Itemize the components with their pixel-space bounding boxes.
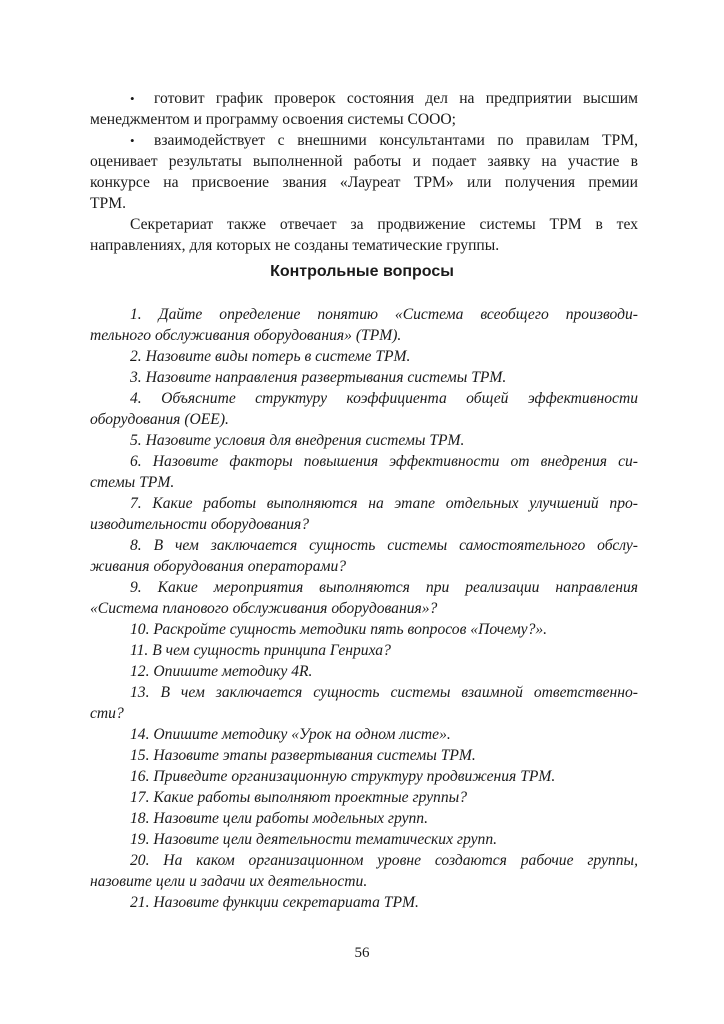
question-line: 15. Назовите этапы развертывания системы TPM. [130, 747, 476, 764]
paragraph-line: Секретариат также отвечает за продвижение системы TPM в тех [130, 216, 638, 233]
question-line: 5. Назовите условия для внедрения системы TPM. [130, 432, 465, 449]
question-line: живания оборудования операторами? [90, 558, 347, 575]
question-line: 20. На каком организационном уровне создаются рабочие группы, [130, 852, 638, 869]
question-line: 21. Назовите функции секретариата TPM. [130, 894, 419, 911]
page-number: 56 [354, 945, 370, 961]
question-line: 9. Какие мероприятия выполняются при реализации направления [130, 579, 638, 596]
question-line: 13. В чем заключается сущность системы взаимной ответственно- [130, 684, 638, 701]
paragraph-line: направлениях, для которых не созданы тематические группы. [90, 237, 500, 254]
question-line: «Система планового обслуживания оборудования»? [90, 600, 438, 617]
questions-list [90, 304, 638, 913]
question-line: оборудования (OEE). [90, 411, 229, 428]
question-line: изводительности оборудования? [90, 516, 310, 533]
question-line: тельного обслуживания оборудования» (TPM). [90, 327, 402, 344]
bullet-symbol: • [130, 91, 135, 106]
question-line: 4. Объясните структуру коэффициента общей эффективности [130, 390, 638, 407]
bullet-line: • готовит график проверок состояния дел на предприятии высшим [130, 90, 638, 107]
question-line: 1. Дайте определение понятию «Система всеобщего производи- [130, 306, 638, 323]
question-line: 12. Опишите методику 4R. [130, 663, 313, 680]
question-line: 16. Приведите организационную структуру продвижения TPM. [130, 768, 556, 785]
question-line: 17. Какие работы выполняют проектные группы? [130, 789, 468, 806]
question-line: стемы TPM. [90, 474, 175, 491]
question-line: 14. Опишите методику «Урок на одном листе». [130, 726, 451, 743]
question-line: 10. Раскройте сущность методики пять вопросов «Почему?». [130, 621, 548, 638]
bullet-line: конкурсе на присвоение звания «Лауреат TPM» или получения премии [90, 174, 638, 191]
bullet-line: менеджментом и программу освоения системы СООО; [90, 111, 457, 128]
question-line: 8. В чем заключается сущность системы самостоятельного обслу- [130, 537, 638, 554]
bullet-line: оценивает результаты выполненной работы и подает заявку на участие в [90, 153, 638, 170]
question-line: 2. Назовите виды потерь в системе TPM. [130, 348, 411, 365]
top-text-block [90, 88, 638, 256]
bullet-symbol: • [130, 133, 135, 148]
question-line: сти? [90, 705, 124, 722]
question-line: 6. Назовите факторы повышения эффективности от внедрения си- [130, 453, 638, 470]
bullet-line: • взаимодействует с внешними консультантами по правилам TPM, [130, 132, 638, 149]
bullet-line: TPM. [90, 195, 126, 212]
question-line: 11. В чем сущность принципа Генриха? [130, 642, 391, 659]
question-line: 3. Назовите направления развертывания системы TPM. [130, 369, 507, 386]
question-line: назовите цели и задачи их деятельности. [90, 873, 368, 890]
question-line: 19. Назовите цели деятельности тематических групп. [130, 831, 498, 848]
question-line: 7. Какие работы выполняются на этапе отдельных улучшений про- [130, 495, 638, 512]
section-heading: Контрольные вопросы [270, 263, 454, 280]
question-line: 18. Назовите цели работы модельных групп. [130, 810, 428, 827]
